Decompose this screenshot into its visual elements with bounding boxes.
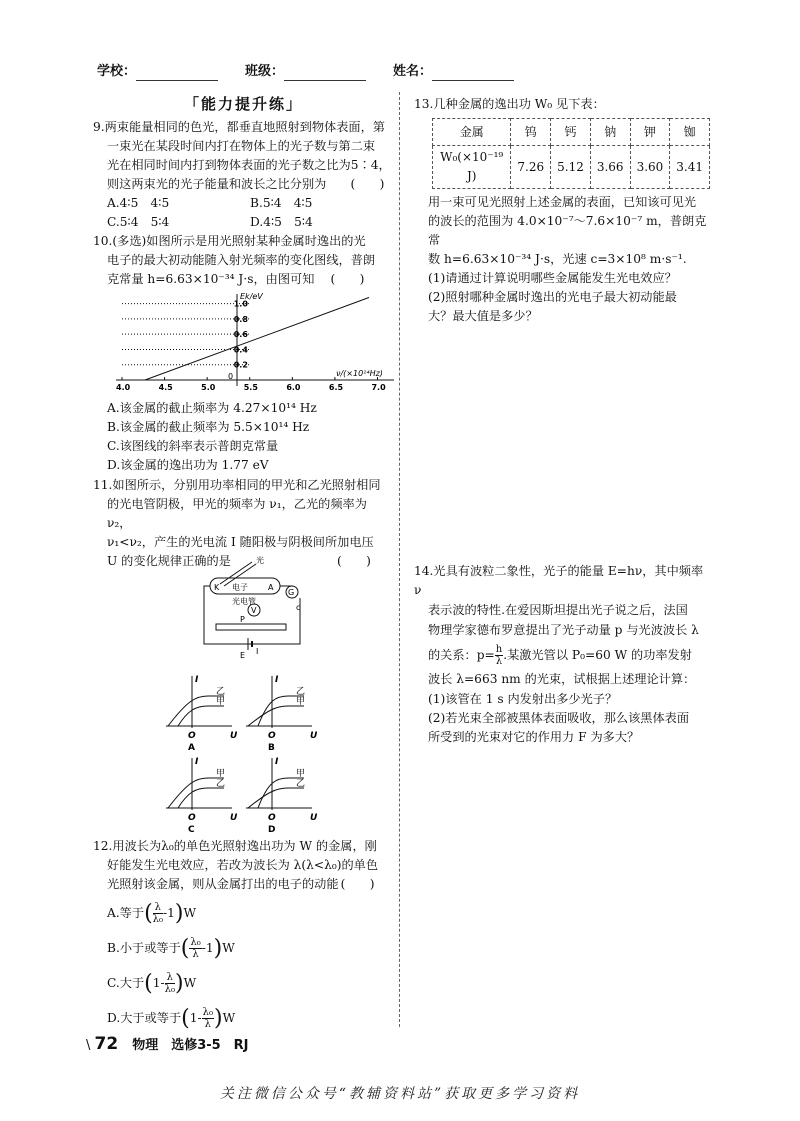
q11-line: 11.如图所示，分别用功率相同的甲光和乙光照射相同 <box>93 478 381 492</box>
option-b[interactable]: B.小于或等于( $\frac{\text{λ₀}}{\lambda}$ -1)W <box>107 936 235 961</box>
q12-options <box>93 896 393 1036</box>
q14-relation: 的关系：p= $\frac{h}{\lambda}$ .某激光管以 P₀=60 W 的功率发射 <box>428 644 692 667</box>
question-13 <box>414 95 710 326</box>
q13-line: 用一束可见光照射上述金属的表面，已知该可见光 <box>428 195 697 209</box>
work-function-table <box>432 118 710 189</box>
option-b[interactable]: B.该金属的截止频率为 5.5×10¹⁴ Hz <box>107 420 310 434</box>
q11-line: ν₁<ν₂，产生的光电流 I 随阳极与阴极间所加电压 <box>107 535 374 549</box>
table-row <box>433 146 710 189</box>
o-label: O <box>268 731 276 741</box>
table-cell: 钠 <box>590 119 630 146</box>
y-tick-label: 0.4 <box>233 345 248 355</box>
y-axis-label: Ek/eV <box>240 292 263 301</box>
electron-label: 电子 <box>232 583 248 592</box>
photoelectric-circuit <box>196 552 316 660</box>
option-c[interactable]: C.5∶4 5∶4 <box>107 215 170 229</box>
light-label: 光 <box>256 556 264 565</box>
q13-intro: 13.几种金属的逸出功 W₀ 见下表： <box>414 97 605 111</box>
i-label: I <box>275 757 279 767</box>
y-tick-label: 0.2 <box>233 360 248 370</box>
iu-graphs <box>150 670 318 838</box>
table-cell: 7.26 <box>511 146 551 189</box>
q14-line: 波长 λ=663 nm 的光束，试根据上述理论计算： <box>428 672 696 686</box>
name-field: 姓名： <box>393 62 514 81</box>
graph-letter: B <box>268 743 275 753</box>
momentum-fraction: $\frac{h}{\lambda}$ <box>495 644 503 667</box>
x-tick-label: 5.5 <box>243 383 258 392</box>
o-label: O <box>268 813 276 823</box>
school-blank[interactable] <box>136 66 218 81</box>
q13-subquestion: (1)请通过计算说明哪些金属能发生光电效应？ <box>428 271 677 285</box>
galvanometer-label: G <box>288 588 295 597</box>
option-d[interactable]: D.4∶5 5∶4 <box>250 215 313 229</box>
ek-nu-chart <box>112 288 402 398</box>
x-tick-label: 5.0 <box>201 383 216 392</box>
table-cell: 钾 <box>630 119 670 146</box>
name-blank[interactable] <box>432 66 514 81</box>
x-tick-label: 4.5 <box>158 383 173 392</box>
graph-letter: A <box>188 743 195 753</box>
q13-subquestion: (2)照射哪种金属时逸出的光电子最大初动能最 <box>428 290 677 304</box>
x-tick-label: 7.0 <box>371 383 386 392</box>
option-a[interactable]: A.4∶5 4∶5 <box>107 196 170 210</box>
question-14 <box>414 562 710 747</box>
q14-subquestion: 所受到的光束对它的作用力 F 为多大？ <box>428 730 640 744</box>
q10-line: 克常量 h=6.63×10⁻³⁴ J·s，由图可知 ( ) <box>93 270 393 289</box>
voltmeter-label: V <box>251 606 257 615</box>
i-label: I <box>195 757 199 767</box>
u-label: U <box>230 813 238 823</box>
anode-label: A <box>268 583 274 592</box>
option-c[interactable]: C.大于(1- $\frac{\lambda}{\text{λ₀}}$ )W <box>107 971 197 996</box>
jia-curve <box>178 706 224 726</box>
option-b[interactable]: B.5∶4 4∶5 <box>250 196 313 210</box>
o-label: O <box>188 731 196 741</box>
q10-line: 10.(多选)如图所示是用光照射某种金属时逸出的光 <box>93 234 366 248</box>
o-label: O <box>188 813 196 823</box>
column-divider <box>399 92 400 1027</box>
graph-letter: D <box>268 825 276 835</box>
option-d[interactable]: D.该金属的逸出功为 1.77 eV <box>107 458 269 472</box>
q12-line: 光照射该金属，则从金属打出的电子的动能 ( ) <box>93 875 393 894</box>
q14-line: 表示波的特性.在爱因斯坦提出光子说之后，法国 <box>428 603 688 617</box>
circuit-wire <box>204 586 300 644</box>
i-label: I <box>195 675 199 685</box>
i-label: I <box>256 647 259 656</box>
ek-line <box>145 298 369 380</box>
x-axis-label: ν/(×10¹⁴Hz) <box>336 369 383 378</box>
table-row <box>433 119 710 146</box>
q14-line: 物理学家德布罗意提出了光子动量 p 与光波波长 λ <box>428 623 699 637</box>
phototube-label: 光电管 <box>232 597 256 606</box>
q13-subquestion: 大？最大值是多少？ <box>428 309 538 323</box>
table-cell: 3.60 <box>630 146 670 189</box>
table-cell: 3.41 <box>670 146 710 189</box>
bottom-note: 关注微信公众号“教辅资料站”获取更多学习资料 <box>219 1086 581 1102</box>
x-tick-label: 4.0 <box>116 383 131 392</box>
q9-line: 一束光在某段时间内打在物体上的光子数与第二束 <box>107 139 376 153</box>
q13-line: 数 h=6.63×10⁻³⁴ J·s，光速 c=3×10⁸ m·s⁻¹. <box>428 252 687 266</box>
table-cell: 铷 <box>670 119 710 146</box>
answer-bracket[interactable]: ( ) <box>350 177 385 191</box>
page-footer: \ 72 物理 选修3-5 RJ <box>86 1034 249 1054</box>
u-label: U <box>230 731 238 741</box>
option-c[interactable]: C.该图线的斜率表示普朗克常量 <box>107 439 279 453</box>
page-number: 72 <box>94 1034 119 1054</box>
q13-line: 的波长的范围为 4.0×10⁻⁷～7.6×10⁻⁷ m，普朗克常 <box>428 214 707 247</box>
y-tick-label: 0.8 <box>233 314 248 324</box>
yi-curve <box>248 788 304 808</box>
school-field: 学校： <box>97 62 218 81</box>
answer-bracket[interactable]: ( ) <box>330 272 365 286</box>
yi-curve <box>178 788 224 808</box>
table-cell: 钙 <box>551 119 591 146</box>
yi-label: 乙 <box>296 687 306 697</box>
rheostat <box>216 624 286 630</box>
subject-label: 物理 选修3-5 RJ <box>132 1038 249 1053</box>
jia-label: 甲 <box>296 769 306 779</box>
jia-curve <box>248 706 304 726</box>
table-cell: 5.12 <box>551 146 591 189</box>
e-label: E <box>240 651 246 660</box>
u-label: U <box>310 731 318 741</box>
jia-label: 甲 <box>216 697 226 707</box>
option-d[interactable]: D.大于或等于(1- $\frac{\text{λ₀}}{\lambda}$ )W <box>107 1006 236 1031</box>
q12-line: 好能发生光电效应，若改为波长为 λ(λ<λ₀)的单色 <box>107 858 379 872</box>
section-title: 「能力提升练」 <box>184 95 304 113</box>
option-a[interactable]: A.该金属的截止频率为 4.27×10¹⁴ Hz <box>107 401 317 415</box>
table-cell: 金属 <box>433 119 511 146</box>
x-tick-label: 6.5 <box>328 383 344 392</box>
c-label: c <box>296 603 301 612</box>
q14-line: 14.光具有波粒二象性，光子的能量 E=hν，其中频率 ν <box>414 564 704 597</box>
answer-bracket[interactable]: ( ) <box>340 877 375 891</box>
jia-label: 甲 <box>296 697 306 707</box>
q10-line: 电子的最大初动能随入射光频率的变化图线，普朗 <box>107 253 376 267</box>
question-9 <box>93 118 393 232</box>
origin-label: 0 <box>228 372 234 381</box>
u-label: U <box>310 813 318 823</box>
q9-line: 则这两束光的光子能量和波长之比分别为 ( ) <box>93 175 393 194</box>
q14-subquestion: (1)该管在 1 s 内发射出多少光子？ <box>428 692 618 706</box>
light-ray <box>220 562 252 584</box>
y-tick-label: 1.0 <box>233 299 248 309</box>
question-12 <box>93 837 393 894</box>
yi-label: 乙 <box>216 779 226 789</box>
q9-line: 光在相同时间内打到物体表面的光子数之比为5∶4， <box>107 158 391 172</box>
table-cell: W₀(×10⁻¹⁹ J) <box>433 146 511 189</box>
answer-bracket[interactable]: ( ) <box>336 554 371 568</box>
table-cell: 3.66 <box>590 146 630 189</box>
question-10 <box>93 232 393 289</box>
class-blank[interactable] <box>284 66 366 81</box>
q11-line: 的光电管阴极，甲光的频率为 ν₁，乙光的频率为 ν₂， <box>107 497 367 530</box>
jia-label: 甲 <box>216 769 226 779</box>
option-a[interactable]: A.等于( $\frac{\lambda}{\text{λ₀}}$ -1)W <box>107 901 197 926</box>
y-tick-label: 0.6 <box>233 330 248 340</box>
i-label: I <box>275 675 279 685</box>
q9-line: 9.两束能量相同的色光，都垂直地照射到物体表面，第 <box>93 120 385 134</box>
q14-subquestion: (2)若光束全部被黑体表面吸收，那么该黑体表面 <box>428 711 690 725</box>
yi-label: 乙 <box>296 779 306 789</box>
table-cell: 钨 <box>511 119 551 146</box>
q11-line: U 的变化规律正确的是 ( ) <box>93 552 393 571</box>
x-tick-label: 6.0 <box>286 383 301 392</box>
graph-letter: C <box>188 825 195 835</box>
class-field: 班级： <box>245 62 366 81</box>
q10-options <box>93 399 393 475</box>
cathode-label: K <box>214 583 220 592</box>
p-label: P <box>240 615 245 624</box>
q12-line: 12.用波长为λ₀的单色光照射逸出功为 W 的金属，刚 <box>93 839 377 853</box>
yi-label: 乙 <box>216 687 226 697</box>
